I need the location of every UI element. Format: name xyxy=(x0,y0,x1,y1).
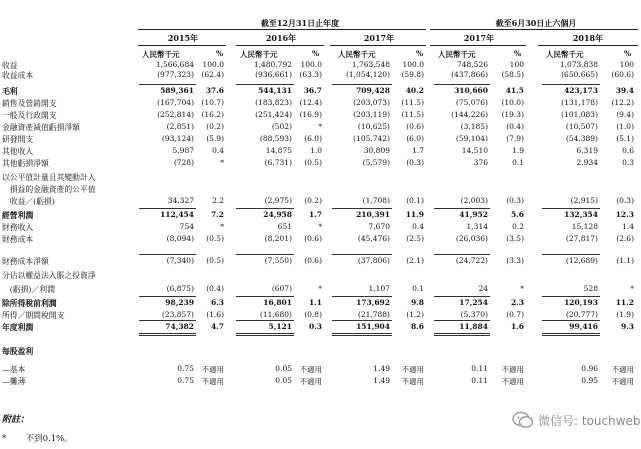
percent-cell: 0.3 xyxy=(622,158,634,167)
percent-cell: (60.6) xyxy=(611,70,634,79)
amount-cell: (650,665) xyxy=(561,70,598,79)
total-double-rule xyxy=(542,333,600,334)
percent-cell: (63.3) xyxy=(299,70,322,79)
percent-cell: 9.8 xyxy=(410,298,424,307)
row-label: 分佔以權益法入賬之投資淨 xyxy=(2,271,96,280)
amount-cell: (105,742) xyxy=(353,134,390,143)
subtotal-rule xyxy=(542,320,600,321)
row-label: (虧損)／利潤 xyxy=(2,285,55,294)
amount-cell: 589,361 xyxy=(160,86,194,95)
percent-cell: * xyxy=(520,284,524,293)
amount-cell: (88,593) xyxy=(259,134,292,143)
percent-cell: (12.2) xyxy=(611,98,634,107)
amount-cell: 1.49 xyxy=(373,376,390,385)
amount-cell: 748,526 xyxy=(456,60,488,69)
percent-cell: 5.6 xyxy=(510,210,524,219)
amount-cell: (5,579) xyxy=(362,158,390,167)
percent-cell: (0.6) xyxy=(406,122,424,131)
currency-header: 人民幣千元 xyxy=(338,50,376,59)
percent-cell: (1.0) xyxy=(616,122,634,131)
footnote-text: 不到0.1%。 xyxy=(25,434,73,444)
amount-cell: 11,884 xyxy=(459,322,488,331)
amount-cell: (5,370) xyxy=(460,310,488,319)
subtotal-rule xyxy=(236,296,294,297)
amount-cell: 709,428 xyxy=(356,86,390,95)
amount-cell: (144,226) xyxy=(451,110,488,119)
percent-cell: 0.1 xyxy=(512,158,524,167)
percent-cell: 不適用 xyxy=(201,365,224,374)
amount-cell: (252,814) xyxy=(157,110,194,119)
amount-cell: 1,566,684 xyxy=(155,60,194,69)
amount-cell: 2,934 xyxy=(576,158,598,167)
amount-cell: (8,094) xyxy=(166,234,194,243)
amount-cell: (26,036) xyxy=(455,234,488,243)
subtotal-rule xyxy=(139,254,196,255)
amount-cell: 151,904 xyxy=(356,322,390,331)
subtotal-rule xyxy=(542,254,600,255)
amount-cell: (183,823) xyxy=(255,98,292,107)
amount-cell: 16,801 xyxy=(263,298,292,307)
percent-cell: 40.2 xyxy=(405,86,424,95)
percent-cell: (9.4) xyxy=(616,110,634,119)
amount-cell: 0.05 xyxy=(275,376,292,385)
row-label: 銷售及營銷開支 xyxy=(2,99,57,108)
subtotal-rule xyxy=(236,254,294,255)
amount-cell: 6,319 xyxy=(576,146,598,155)
amount-cell: 544,131 xyxy=(258,86,292,95)
percent-cell: 9.3 xyxy=(620,322,634,331)
row-label: 收益成本 xyxy=(2,71,34,80)
percent-cell: (6.0) xyxy=(406,134,424,143)
percent-cell: 不適用 xyxy=(201,377,224,386)
percent-cell: 2.2 xyxy=(212,196,224,205)
percent-cell: 不適用 xyxy=(299,377,322,386)
amount-cell: 310,660 xyxy=(454,86,488,95)
amount-cell: (23,857) xyxy=(161,310,194,319)
percent-cell: 不適用 xyxy=(401,377,424,386)
percent-cell: (0.2) xyxy=(304,196,322,205)
percent-cell: (62.4) xyxy=(201,70,224,79)
row-label: 財務成本淨額 xyxy=(2,257,49,266)
amount-cell: (167,704) xyxy=(157,98,194,107)
year-header: 2015年 xyxy=(167,33,199,43)
year-header: 2016年 xyxy=(265,33,297,43)
subtotal-rule xyxy=(434,320,490,321)
amount-cell: 0.11 xyxy=(471,364,488,373)
amount-cell: 754 xyxy=(179,222,194,231)
amount-cell: 120,193 xyxy=(564,298,598,307)
percent-cell: (5.9) xyxy=(206,134,224,143)
row-label: 財務成本 xyxy=(2,235,34,244)
amount-cell: 30,809 xyxy=(363,146,390,155)
percent-cell: 11.9 xyxy=(405,210,424,219)
wechat-icon xyxy=(512,411,534,429)
year-rule xyxy=(138,45,226,46)
subtotal-rule xyxy=(332,208,392,209)
currency-header: 人民幣千元 xyxy=(438,50,476,59)
percent-cell: 不適用 xyxy=(611,365,634,374)
year-rule xyxy=(330,45,426,46)
amount-cell: 24,958 xyxy=(263,210,292,219)
amount-cell: 41,952 xyxy=(459,210,488,219)
amount-cell: (12,689) xyxy=(565,256,598,265)
percent-cell: 0.3 xyxy=(308,322,322,331)
amount-cell: 1,073,838 xyxy=(559,60,598,69)
amount-cell: (93,124) xyxy=(161,134,194,143)
percent-cell: (0.1) xyxy=(406,196,424,205)
percent-cell: 41.5 xyxy=(505,86,524,95)
row-label: 其他虧損淨額 xyxy=(2,159,49,168)
percent-cell: (0.5) xyxy=(304,158,322,167)
amount-cell: 1.49 xyxy=(373,364,390,373)
percent-header: % xyxy=(416,49,424,58)
amount-cell: 528 xyxy=(583,284,598,293)
amount-cell: (75,076) xyxy=(455,98,488,107)
subtotal-rule xyxy=(332,254,392,255)
amount-cell: (131,178) xyxy=(561,98,598,107)
percent-cell: 2.3 xyxy=(510,298,524,307)
amount-cell: (936,661) xyxy=(255,70,292,79)
percent-cell: (0.2) xyxy=(206,122,224,131)
currency-header: 人民幣千元 xyxy=(240,50,278,59)
year-header: 2017年 xyxy=(363,33,395,43)
percent-cell: (0.4) xyxy=(506,122,524,131)
row-label: 毛利 xyxy=(2,87,18,96)
amount-cell: (1,054,120) xyxy=(345,70,390,79)
amount-cell: (728) xyxy=(173,158,194,167)
subtotal-rule xyxy=(139,84,196,85)
percent-cell: 不適用 xyxy=(401,365,424,374)
subtotal-rule xyxy=(139,320,196,321)
percent-cell: 1.6 xyxy=(510,322,524,331)
percent-cell: 11.2 xyxy=(615,298,634,307)
row-label: 年度利潤 xyxy=(2,323,34,332)
amount-cell: 0.95 xyxy=(581,376,598,385)
amount-cell: (251,424) xyxy=(255,110,292,119)
footnote-title: 附註： xyxy=(2,415,30,425)
amount-cell: (7,340) xyxy=(166,256,194,265)
footnote-marker: * xyxy=(2,434,7,444)
watermark-text: 微信号: touchweb xyxy=(538,413,641,428)
group-header-six-months: 截至6月30日止六個月 xyxy=(495,18,577,28)
percent-cell: (7.9) xyxy=(506,134,524,143)
amount-cell: 0.96 xyxy=(581,364,598,373)
row-label: 一般及行政開支 xyxy=(2,111,57,120)
percent-cell: 100.0 xyxy=(300,60,322,69)
amount-cell: (59,104) xyxy=(455,134,488,143)
percent-cell: * xyxy=(318,222,322,231)
amount-cell: 34,327 xyxy=(167,196,194,205)
percent-cell: 1.7 xyxy=(308,210,322,219)
amount-cell: 0.75 xyxy=(177,376,194,385)
amount-cell: (2,851) xyxy=(166,122,194,131)
percent-cell: (0.4) xyxy=(206,284,224,293)
amount-cell: 132,354 xyxy=(564,210,598,219)
percent-header: % xyxy=(624,49,632,58)
percent-cell: 1.0 xyxy=(310,146,322,155)
percent-cell: (10.7) xyxy=(201,98,224,107)
amount-cell: (502) xyxy=(271,122,292,131)
amount-cell: (437,866) xyxy=(451,70,488,79)
total-double-rule xyxy=(139,333,196,334)
percent-cell: 100.0 xyxy=(202,60,224,69)
amount-cell: (54,389) xyxy=(565,134,598,143)
year-header: 2018年 xyxy=(572,33,604,43)
percent-cell: (3.3) xyxy=(506,256,524,265)
row-label: 每股盈利 xyxy=(2,347,34,356)
amount-cell: 1,107 xyxy=(368,284,390,293)
percent-cell: 100.0 xyxy=(402,60,424,69)
percent-cell: (1.1) xyxy=(616,256,634,265)
row-label: —基本 xyxy=(2,365,26,374)
percent-cell: (0.7) xyxy=(506,310,524,319)
percent-cell: (1.6) xyxy=(206,310,224,319)
amount-cell: (607) xyxy=(271,284,292,293)
row-label: 經營利潤 xyxy=(2,211,34,220)
total-double-rule xyxy=(236,335,294,336)
subtotal-rule xyxy=(236,208,294,209)
amount-cell: 423,173 xyxy=(564,86,598,95)
percent-cell: (16.2) xyxy=(201,110,224,119)
amount-cell: 210,391 xyxy=(356,210,390,219)
amount-cell: (101,083) xyxy=(561,110,598,119)
percent-cell: (0.6) xyxy=(304,234,322,243)
total-double-rule xyxy=(434,335,490,336)
percent-cell: (2.5) xyxy=(406,234,424,243)
amount-cell: (7,550) xyxy=(264,256,292,265)
amount-cell: (45,476) xyxy=(357,234,390,243)
group-rule-six-months xyxy=(430,29,638,30)
percent-cell: (0.6) xyxy=(304,256,322,265)
percent-cell: (11.5) xyxy=(401,98,424,107)
year-rule xyxy=(430,45,526,46)
row-label: 其他收入 xyxy=(2,147,34,156)
row-label: 財務收入 xyxy=(2,223,34,232)
amount-cell: 14,510 xyxy=(461,146,488,155)
percent-cell: (3.5) xyxy=(506,234,524,243)
percent-cell: * xyxy=(220,222,224,231)
subtotal-rule xyxy=(434,84,490,85)
row-label: 研發開支 xyxy=(2,135,34,144)
subtotal-rule xyxy=(542,296,600,297)
amount-cell: (8,201) xyxy=(264,234,292,243)
year-header: 2017年 xyxy=(463,33,495,43)
row-label: 金融資產減值虧損淨額 xyxy=(2,123,80,132)
amount-cell: (11,680) xyxy=(259,310,292,319)
amount-cell: (6,875) xyxy=(166,284,194,293)
percent-cell: * xyxy=(630,284,634,293)
percent-cell: 100 xyxy=(619,60,634,69)
percent-cell: (58.5) xyxy=(501,70,524,79)
percent-cell: 1.1 xyxy=(308,298,322,307)
percent-header: % xyxy=(216,49,224,58)
percent-cell: (0.8) xyxy=(304,310,322,319)
percent-cell: (5.1) xyxy=(616,134,634,143)
row-label: 收益 xyxy=(2,61,18,70)
percent-cell: 12.3 xyxy=(615,210,634,219)
percent-cell: 1.9 xyxy=(512,146,524,155)
percent-cell: (2.6) xyxy=(616,234,634,243)
percent-cell: * xyxy=(318,122,322,131)
subtotal-rule xyxy=(332,296,392,297)
amount-cell: 0.75 xyxy=(177,364,194,373)
amount-cell: 112,454 xyxy=(160,210,194,219)
row-label: 除所得稅前利潤 xyxy=(2,299,57,308)
subtotal-rule xyxy=(236,320,294,321)
percent-cell: 36.7 xyxy=(303,86,322,95)
row-label: —攤薄 xyxy=(2,377,26,386)
percent-cell: (0.5) xyxy=(206,256,224,265)
amount-cell: (977,323) xyxy=(157,70,194,79)
percent-cell: 不適用 xyxy=(501,377,524,386)
total-double-rule xyxy=(332,333,392,334)
amount-cell: (1,708) xyxy=(362,196,390,205)
total-double-rule xyxy=(139,335,196,336)
percent-header: % xyxy=(514,49,522,58)
subtotal-rule xyxy=(139,296,196,297)
percent-cell: 7.2 xyxy=(210,210,224,219)
amount-cell: 0.11 xyxy=(471,376,488,385)
wechat-watermark xyxy=(512,411,641,429)
total-double-rule xyxy=(332,335,392,336)
amount-cell: 7,670 xyxy=(368,222,390,231)
amount-cell: (37,806) xyxy=(357,256,390,265)
total-double-rule xyxy=(236,333,294,334)
amount-cell: 1,480,792 xyxy=(253,60,292,69)
percent-cell: (0.5) xyxy=(206,234,224,243)
subtotal-rule xyxy=(332,320,392,321)
percent-cell: 39.4 xyxy=(615,86,634,95)
amount-cell: (203,119) xyxy=(353,110,390,119)
amount-cell: 1,763,548 xyxy=(351,60,390,69)
percent-cell: 4.7 xyxy=(210,322,224,331)
amount-cell: (24,722) xyxy=(455,256,488,265)
percent-cell: * xyxy=(318,284,322,293)
row-label: 損益的金融資產的公平值 xyxy=(2,185,96,194)
percent-cell: * xyxy=(220,158,224,167)
percent-cell: (59.8) xyxy=(401,70,424,79)
amount-cell: 14,875 xyxy=(265,146,292,155)
amount-cell: 5,987 xyxy=(172,146,194,155)
percent-cell: 0.1 xyxy=(412,284,424,293)
amount-cell: 17,254 xyxy=(459,298,488,307)
amount-cell: 0.05 xyxy=(275,364,292,373)
percent-cell: 1.7 xyxy=(412,146,424,155)
amount-cell: (203,073) xyxy=(353,98,390,107)
percent-cell: (19.3) xyxy=(501,110,524,119)
currency-header: 人民幣千元 xyxy=(142,50,180,59)
percent-cell: (11.5) xyxy=(401,110,424,119)
amount-cell: (6,731) xyxy=(264,158,292,167)
percent-cell: 0.4 xyxy=(212,146,224,155)
percent-cell: (6.0) xyxy=(304,134,322,143)
row-label: 以公平值計量且其變動計入 xyxy=(2,173,96,182)
percent-cell: (0.3) xyxy=(616,196,634,205)
amount-cell: (21,788) xyxy=(357,310,390,319)
subtotal-rule xyxy=(139,208,196,209)
amount-cell: 99,416 xyxy=(569,322,598,331)
amount-cell: 376 xyxy=(473,158,488,167)
percent-cell: 不適用 xyxy=(299,365,322,374)
subtotal-rule xyxy=(434,296,490,297)
amount-cell: 173,692 xyxy=(356,298,390,307)
amount-cell: (10,507) xyxy=(565,122,598,131)
percent-cell: (2.1) xyxy=(406,256,424,265)
amount-cell: 15,128 xyxy=(571,222,598,231)
total-double-rule xyxy=(542,335,600,336)
row-label: 收益／(虧損) xyxy=(2,197,55,206)
percent-cell: 0.4 xyxy=(412,222,424,231)
amount-cell: (2,003) xyxy=(460,196,488,205)
year-rule xyxy=(236,45,324,46)
amount-cell: 98,239 xyxy=(165,298,194,307)
amount-cell: (20,777) xyxy=(565,310,598,319)
percent-cell: (16.9) xyxy=(299,110,322,119)
percent-cell: 1.4 xyxy=(622,222,634,231)
percent-cell: 0.6 xyxy=(622,146,634,155)
amount-cell: (2,915) xyxy=(570,196,598,205)
subtotal-rule xyxy=(542,84,600,85)
subtotal-rule xyxy=(332,84,392,85)
subtotal-rule xyxy=(434,254,490,255)
currency-header: 人民幣千元 xyxy=(546,50,584,59)
percent-cell: 不適用 xyxy=(501,365,524,374)
percent-cell: (1.2) xyxy=(406,310,424,319)
amount-cell: 5,121 xyxy=(268,322,292,331)
amount-cell: 24 xyxy=(478,284,488,293)
amount-cell: (27,817) xyxy=(565,234,598,243)
percent-cell: 8.6 xyxy=(410,322,424,331)
amount-cell: 1,314 xyxy=(466,222,488,231)
percent-header: % xyxy=(312,49,320,58)
percent-cell: (10.0) xyxy=(501,98,524,107)
amount-cell: (2,975) xyxy=(264,196,292,205)
subtotal-rule xyxy=(434,208,490,209)
amount-cell: (3,185) xyxy=(460,122,488,131)
group-rule-annual xyxy=(138,29,426,30)
percent-cell: 不適用 xyxy=(611,377,634,386)
subtotal-rule xyxy=(542,208,600,209)
group-header-annual: 截至12月31日止年度 xyxy=(260,18,340,28)
subtotal-rule xyxy=(236,84,294,85)
percent-cell: (0.3) xyxy=(506,196,524,205)
row-label: 所得／期間稅開支 xyxy=(2,311,65,320)
percent-cell: (0.3) xyxy=(406,158,424,167)
amount-cell: 74,382 xyxy=(165,322,194,331)
total-double-rule xyxy=(434,333,490,334)
percent-cell: (12.4) xyxy=(299,98,322,107)
amount-cell: (10,625) xyxy=(357,122,390,131)
percent-cell: (1.9) xyxy=(616,310,634,319)
percent-cell: 37.6 xyxy=(205,86,224,95)
percent-cell: 6.3 xyxy=(210,298,224,307)
percent-cell: 100 xyxy=(509,60,524,69)
percent-cell: 0.2 xyxy=(512,222,524,231)
year-rule xyxy=(538,45,638,46)
amount-cell: 651 xyxy=(277,222,292,231)
footnote-line xyxy=(2,432,73,444)
